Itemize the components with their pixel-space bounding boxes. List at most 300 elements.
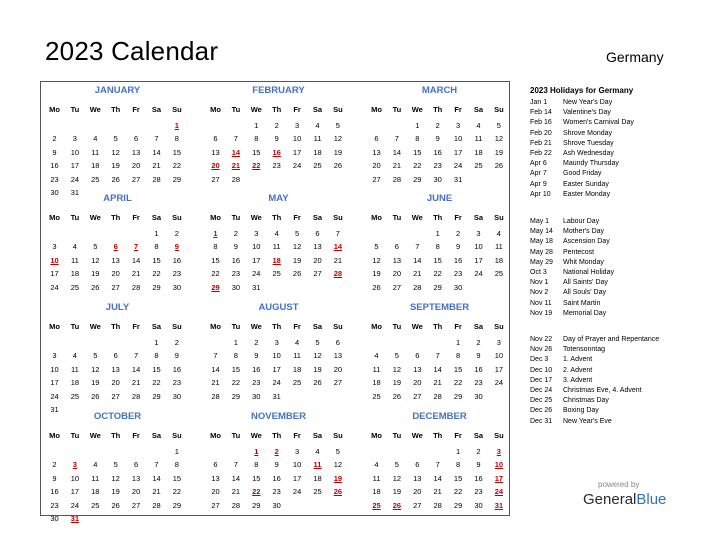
calendar-day: 15 <box>152 255 161 265</box>
calendar-day: 5 <box>93 242 98 252</box>
calendar-day: 26 <box>372 282 381 292</box>
calendar-day: 30 <box>172 391 182 401</box>
calendar-day: 4 <box>295 338 300 347</box>
weekday-header: Th <box>272 322 282 331</box>
holidays-title: 2023 Holidays for Germany <box>530 86 634 95</box>
calendar-day: 5 <box>394 351 399 361</box>
holiday-name: 3. Advent <box>563 376 593 384</box>
holiday-day: 16 <box>272 147 281 157</box>
holiday-day: 3 <box>496 447 501 456</box>
calendar-day: 11 <box>313 134 322 144</box>
calendar-day: 28 <box>231 174 241 184</box>
holiday-row <box>530 109 710 119</box>
holiday-row <box>530 367 710 377</box>
holiday-date: Nov 19 <box>530 309 553 317</box>
calendar-day: 16 <box>172 255 182 265</box>
calendar-day: 17 <box>292 473 302 483</box>
calendar-day: 22 <box>172 161 182 171</box>
holiday-date: Apr 6 <box>530 160 547 168</box>
calendar-day: 25 <box>313 161 322 171</box>
weekday-header: Fr <box>132 431 140 440</box>
calendar-day: 2 <box>435 121 440 130</box>
holiday-row <box>530 119 710 129</box>
calendar-day: 29 <box>433 282 442 292</box>
month-name: MARCH <box>421 85 458 96</box>
holiday-row <box>530 346 710 356</box>
holiday-day: 21 <box>231 161 241 171</box>
calendar-day: 8 <box>174 134 179 144</box>
calendar-day: 18 <box>494 255 504 265</box>
calendar-day: 3 <box>496 338 501 347</box>
calendar-day: 5 <box>93 351 98 361</box>
calendar-day: 7 <box>335 229 340 238</box>
weekday-header: Mo <box>49 105 60 114</box>
holiday-day: 6 <box>113 242 118 252</box>
weekday-header: Fr <box>454 105 462 114</box>
calendar-day: 1 <box>254 121 259 130</box>
calendar-day: 26 <box>494 161 504 171</box>
calendar-day: 20 <box>211 487 220 497</box>
holiday-day: 20 <box>211 161 220 171</box>
calendar-day: 24 <box>292 487 302 497</box>
calendar-day: 29 <box>453 391 463 401</box>
calendar-day: 17 <box>50 378 59 388</box>
holiday-name: 2. Advent <box>563 366 593 374</box>
holiday-day: 2 <box>274 447 279 456</box>
holiday-date: Feb 16 <box>530 119 552 127</box>
holiday-date: Dec 26 <box>530 407 553 415</box>
calendar-day: 28 <box>413 282 422 292</box>
calendar-day: 9 <box>52 473 57 483</box>
calendar-day: 2 <box>274 121 279 130</box>
calendar-day: 28 <box>211 391 220 401</box>
calendar-day: 16 <box>50 487 59 497</box>
calendar-day: 10 <box>474 242 483 252</box>
calendar-day: 30 <box>272 500 281 510</box>
weekday-header: Fr <box>454 213 462 222</box>
calendar-day: 7 <box>233 460 238 470</box>
calendar-day: 10 <box>50 364 59 374</box>
weekday-header: We <box>411 213 423 222</box>
calendar-day: 27 <box>131 174 141 184</box>
calendar-day: 4 <box>374 351 379 361</box>
calendar-day: 23 <box>252 378 261 388</box>
calendar-day: 7 <box>394 134 399 144</box>
calendar-day: 3 <box>52 351 57 361</box>
calendar-day: 9 <box>274 460 279 470</box>
calendar-day: 9 <box>274 134 279 144</box>
calendar-day: 7 <box>213 351 218 361</box>
calendar-day: 14 <box>433 473 442 483</box>
weekday-header: Fr <box>293 431 301 440</box>
holiday-day: 25 <box>372 500 381 510</box>
calendar-day: 29 <box>152 391 161 401</box>
holiday-row <box>530 191 710 201</box>
calendar-day: 21 <box>152 161 161 171</box>
calendar-day: 7 <box>435 460 440 470</box>
calendar-day: 9 <box>254 351 259 361</box>
calendar-day: 7 <box>435 351 440 361</box>
calendar-day: 7 <box>134 351 139 361</box>
calendar-day: 21 <box>392 161 402 171</box>
calendar-day: 14 <box>231 473 241 483</box>
calendar-day: 6 <box>394 242 399 252</box>
calendar-day: 25 <box>91 174 100 184</box>
weekday-header: Mo <box>371 431 382 440</box>
holiday-row <box>530 130 710 140</box>
weekday-header: Fr <box>132 105 140 114</box>
weekday-header: Th <box>272 431 282 440</box>
calendar-day: 5 <box>113 460 118 470</box>
calendar-day: 31 <box>50 405 59 414</box>
calendar-day: 30 <box>252 391 261 401</box>
holiday-day: 10 <box>50 255 59 265</box>
calendar-day: 12 <box>372 255 381 265</box>
calendar-day: 21 <box>433 487 442 497</box>
calendar-day: 1 <box>456 338 461 347</box>
calendar-day: 23 <box>474 378 483 388</box>
calendar-day: 16 <box>172 364 182 374</box>
weekday-header: Su <box>494 322 504 331</box>
weekday-header: Su <box>172 213 182 222</box>
holiday-row <box>530 238 710 248</box>
calendar-day: 13 <box>413 364 422 374</box>
holiday-row <box>530 140 710 150</box>
weekday-header: Mo <box>371 322 382 331</box>
calendar-day: 19 <box>392 378 402 388</box>
calendar-day: 11 <box>272 242 281 252</box>
holiday-name: All Souls' Day <box>563 289 606 297</box>
holiday-name: Totensonntag <box>563 346 606 354</box>
holiday-row <box>530 279 710 289</box>
calendar-day: 20 <box>372 161 381 171</box>
calendar-day: 4 <box>72 351 77 361</box>
page-title: 2023 Calendar <box>45 36 219 66</box>
weekday-header: Th <box>272 213 282 222</box>
calendar-day: 27 <box>211 174 220 184</box>
calendar-day: 30 <box>172 282 182 292</box>
holiday-date: Dec 3 <box>530 356 549 364</box>
month-name: JULY <box>105 302 130 313</box>
weekday-header: Su <box>172 322 182 331</box>
calendar-day: 16 <box>433 147 442 157</box>
calendar-day: 10 <box>494 351 504 361</box>
month-name: OCTOBER <box>93 411 142 422</box>
calendar-day: 27 <box>333 378 343 388</box>
calendar-day: 29 <box>413 174 422 184</box>
calendar-day: 27 <box>372 174 381 184</box>
calendar-day: 14 <box>131 255 141 265</box>
calendar-day: 15 <box>172 147 182 157</box>
calendar-day: 4 <box>72 242 77 252</box>
weekday-header: Tu <box>70 322 80 331</box>
holiday-row <box>530 99 710 109</box>
calendar-day: 1 <box>456 447 461 456</box>
calendar-day: 16 <box>252 364 261 374</box>
weekday-header: We <box>411 105 423 114</box>
calendar-day: 12 <box>91 364 100 374</box>
holiday-row <box>530 269 710 279</box>
calendar-day: 12 <box>494 134 504 144</box>
calendar-day: 8 <box>456 351 461 361</box>
weekday-header: Sa <box>312 431 323 440</box>
calendar-day: 19 <box>111 487 120 497</box>
holiday-day: 14 <box>333 242 343 252</box>
calendar-day: 11 <box>293 351 301 361</box>
calendar-day: 2 <box>233 229 238 238</box>
calendar-day: 11 <box>474 134 483 144</box>
holiday-day: 17 <box>494 473 504 483</box>
holiday-row <box>530 356 710 366</box>
weekday-header: Th <box>433 431 443 440</box>
calendar-day: 6 <box>113 351 118 361</box>
calendar-day: 28 <box>131 282 141 292</box>
calendar-day: 15 <box>152 364 161 374</box>
calendar-day: 9 <box>174 351 179 361</box>
calendar-day: 20 <box>413 487 422 497</box>
calendar-day: 27 <box>131 500 141 510</box>
calendar-day: 10 <box>292 134 302 144</box>
weekday-header: Mo <box>210 213 221 222</box>
calendar-day: 31 <box>453 174 463 184</box>
calendar-day: 27 <box>413 500 422 510</box>
holiday-day: 10 <box>494 460 504 470</box>
calendar-day: 20 <box>131 161 141 171</box>
calendar-day: 3 <box>295 121 300 130</box>
calendar-day: 28 <box>231 500 241 510</box>
calendar-day: 21 <box>131 378 141 388</box>
holiday-row <box>530 289 710 299</box>
holiday-date: Nov 26 <box>530 346 553 354</box>
weekday-header: Sa <box>473 322 484 331</box>
calendar-day: 25 <box>272 269 281 279</box>
holiday-row <box>530 160 710 170</box>
weekday-header: Tu <box>392 105 402 114</box>
calendar-day: 18 <box>91 161 100 171</box>
holiday-name: National Holiday <box>563 269 614 276</box>
calendar-grid <box>40 81 510 523</box>
calendar-day: 17 <box>252 255 261 265</box>
calendar-day: 10 <box>292 460 302 470</box>
calendar-day: 4 <box>476 121 481 130</box>
holiday-date: May 18 <box>530 238 553 246</box>
calendar-day: 23 <box>231 269 241 279</box>
calendar-day: 26 <box>292 269 302 279</box>
calendar-day: 19 <box>111 161 120 171</box>
calendar-day: 28 <box>152 174 161 184</box>
calendar-day: 9 <box>52 147 57 157</box>
weekday-header: Tu <box>392 213 402 222</box>
weekday-header: Tu <box>70 431 80 440</box>
weekday-header: Sa <box>151 322 162 331</box>
calendar-day: 16 <box>453 255 463 265</box>
holiday-row <box>530 150 710 160</box>
calendar-day: 17 <box>272 364 281 374</box>
calendar-day: 18 <box>372 378 381 388</box>
calendar-day: 4 <box>315 121 320 130</box>
weekday-header: Tu <box>70 105 80 114</box>
holiday-day: 19 <box>333 473 343 483</box>
powered-by-text: powered by <box>598 480 640 489</box>
calendar-day: 8 <box>435 242 440 252</box>
country-label: Germany <box>606 49 664 65</box>
calendar-day: 4 <box>374 460 379 470</box>
holiday-row <box>530 259 710 269</box>
calendar-day: 2 <box>476 447 481 456</box>
calendar-day: 4 <box>496 229 501 238</box>
calendar-day: 28 <box>433 391 442 401</box>
calendar-day: 8 <box>254 460 259 470</box>
weekday-header: Th <box>111 213 121 222</box>
holiday-row <box>530 228 710 238</box>
calendar-day: 17 <box>453 147 463 157</box>
holiday-row <box>530 170 710 180</box>
calendar-day: 19 <box>333 147 343 157</box>
holiday-date: Oct 3 <box>530 269 547 276</box>
weekday-header: Tu <box>231 322 241 331</box>
calendar-day: 16 <box>474 473 483 483</box>
calendar-day: 20 <box>111 378 120 388</box>
calendar-day: 21 <box>211 378 220 388</box>
calendar-day: 7 <box>154 134 159 144</box>
weekday-header: Sa <box>312 322 323 331</box>
calendar-day: 13 <box>211 147 220 157</box>
holiday-name: Christmas Day <box>563 397 609 405</box>
calendar-day: 16 <box>50 161 59 171</box>
calendar-day: 13 <box>372 147 381 157</box>
calendar-day: 21 <box>333 255 343 265</box>
holiday-name: Memorial Day <box>563 309 607 317</box>
calendar-day: 20 <box>131 487 141 497</box>
month-name: SEPTEMBER <box>409 302 470 313</box>
weekday-header: Mo <box>49 213 60 222</box>
calendar-day: 20 <box>392 269 402 279</box>
month-name: DECEMBER <box>412 411 467 422</box>
holiday-row <box>530 300 710 310</box>
holiday-row <box>530 397 710 407</box>
weekday-header: We <box>411 322 423 331</box>
calendar-day: 6 <box>374 134 379 144</box>
holiday-day: 22 <box>252 487 261 497</box>
weekday-header: We <box>89 431 101 440</box>
weekday-header: Th <box>111 105 121 114</box>
calendar-day: 15 <box>252 473 261 483</box>
holiday-name: New Year's Eve <box>563 417 612 425</box>
calendar-day: 12 <box>333 460 343 470</box>
calendar-day: 13 <box>211 473 220 483</box>
calendar-day: 15 <box>453 473 463 483</box>
calendar-day: 11 <box>494 242 503 252</box>
calendar-day: 7 <box>154 460 159 470</box>
calendar-day: 22 <box>211 269 220 279</box>
calendar-day: 15 <box>172 473 182 483</box>
weekday-header: We <box>89 213 101 222</box>
calendar-day: 9 <box>435 134 440 144</box>
calendar-day: 13 <box>392 255 402 265</box>
calendar-day: 15 <box>433 255 442 265</box>
calendar-day: 19 <box>313 364 322 374</box>
holiday-name: Easter Monday <box>563 190 611 198</box>
holiday-date: Feb 21 <box>530 139 552 147</box>
calendar-day: 11 <box>91 473 100 483</box>
holiday-day: 26 <box>333 487 343 497</box>
calendar-day: 26 <box>333 161 343 171</box>
holiday-date: Apr 9 <box>530 180 547 188</box>
calendar-day: 26 <box>111 174 120 184</box>
weekday-header: Su <box>494 105 504 114</box>
holiday-name: Labour Day <box>563 218 600 225</box>
calendar-day: 29 <box>453 500 463 510</box>
calendar-day: 8 <box>415 134 420 144</box>
holiday-date: May 1 <box>530 218 550 225</box>
holiday-date: Dec 10 <box>530 366 553 374</box>
calendar-day: 8 <box>174 460 179 470</box>
calendar-day: 27 <box>111 391 120 401</box>
calendar-day: 3 <box>52 242 57 252</box>
weekday-header: Su <box>494 431 504 440</box>
holiday-name: Mother's Day <box>563 228 605 236</box>
calendar-day: 11 <box>70 364 79 374</box>
weekday-header: Sa <box>312 213 323 222</box>
calendar-day: 14 <box>413 255 422 265</box>
calendar-day: 20 <box>413 378 422 388</box>
calendar-day: 17 <box>474 255 483 265</box>
calendar-day: 29 <box>172 500 182 510</box>
calendar-day: 24 <box>70 174 80 184</box>
calendar-day: 13 <box>131 473 141 483</box>
calendar-day: 19 <box>91 269 100 279</box>
holiday-name: Whit Monday <box>563 258 604 266</box>
holiday-name: Women's Carnival Day <box>563 119 634 127</box>
calendar-day: 22 <box>433 269 442 279</box>
calendar-day: 28 <box>131 391 141 401</box>
weekday-header: Tu <box>231 213 241 222</box>
weekday-header: Fr <box>132 213 140 222</box>
holiday-name: New Year's Day <box>563 99 613 106</box>
weekday-header: Mo <box>49 322 60 331</box>
holiday-day: 26 <box>392 500 402 510</box>
holiday-name: Shrove Tuesday <box>563 139 614 147</box>
calendar-day: 5 <box>113 134 118 144</box>
month-name: NOVEMBER <box>251 411 306 422</box>
weekday-header: Th <box>111 322 121 331</box>
calendar-day: 8 <box>154 242 159 252</box>
calendar-day: 5 <box>295 229 300 238</box>
calendar-day: 13 <box>111 364 120 374</box>
calendar-day: 22 <box>152 269 161 279</box>
holiday-date: Nov 11 <box>530 299 552 307</box>
calendar-day: 27 <box>392 282 402 292</box>
holiday-name: Pentecost <box>563 248 595 256</box>
calendar-day: 22 <box>453 378 463 388</box>
calendar-day: 3 <box>476 229 481 238</box>
calendar-day: 9 <box>456 242 461 252</box>
calendar-day: 15 <box>453 364 463 374</box>
calendar-day: 14 <box>433 364 442 374</box>
calendar-day: 23 <box>172 378 182 388</box>
holiday-row <box>530 418 710 428</box>
calendar-day: 18 <box>70 378 80 388</box>
calendar-day: 28 <box>392 174 402 184</box>
weekday-header: Th <box>111 431 121 440</box>
generalblue-logo[interactable] <box>583 491 666 508</box>
weekday-header: Su <box>172 431 182 440</box>
calendar-day: 6 <box>335 338 340 347</box>
weekday-header: Mo <box>49 431 60 440</box>
calendar-day: 15 <box>211 255 220 265</box>
calendar-day: 20 <box>313 255 322 265</box>
calendar-day: 2 <box>456 229 461 238</box>
